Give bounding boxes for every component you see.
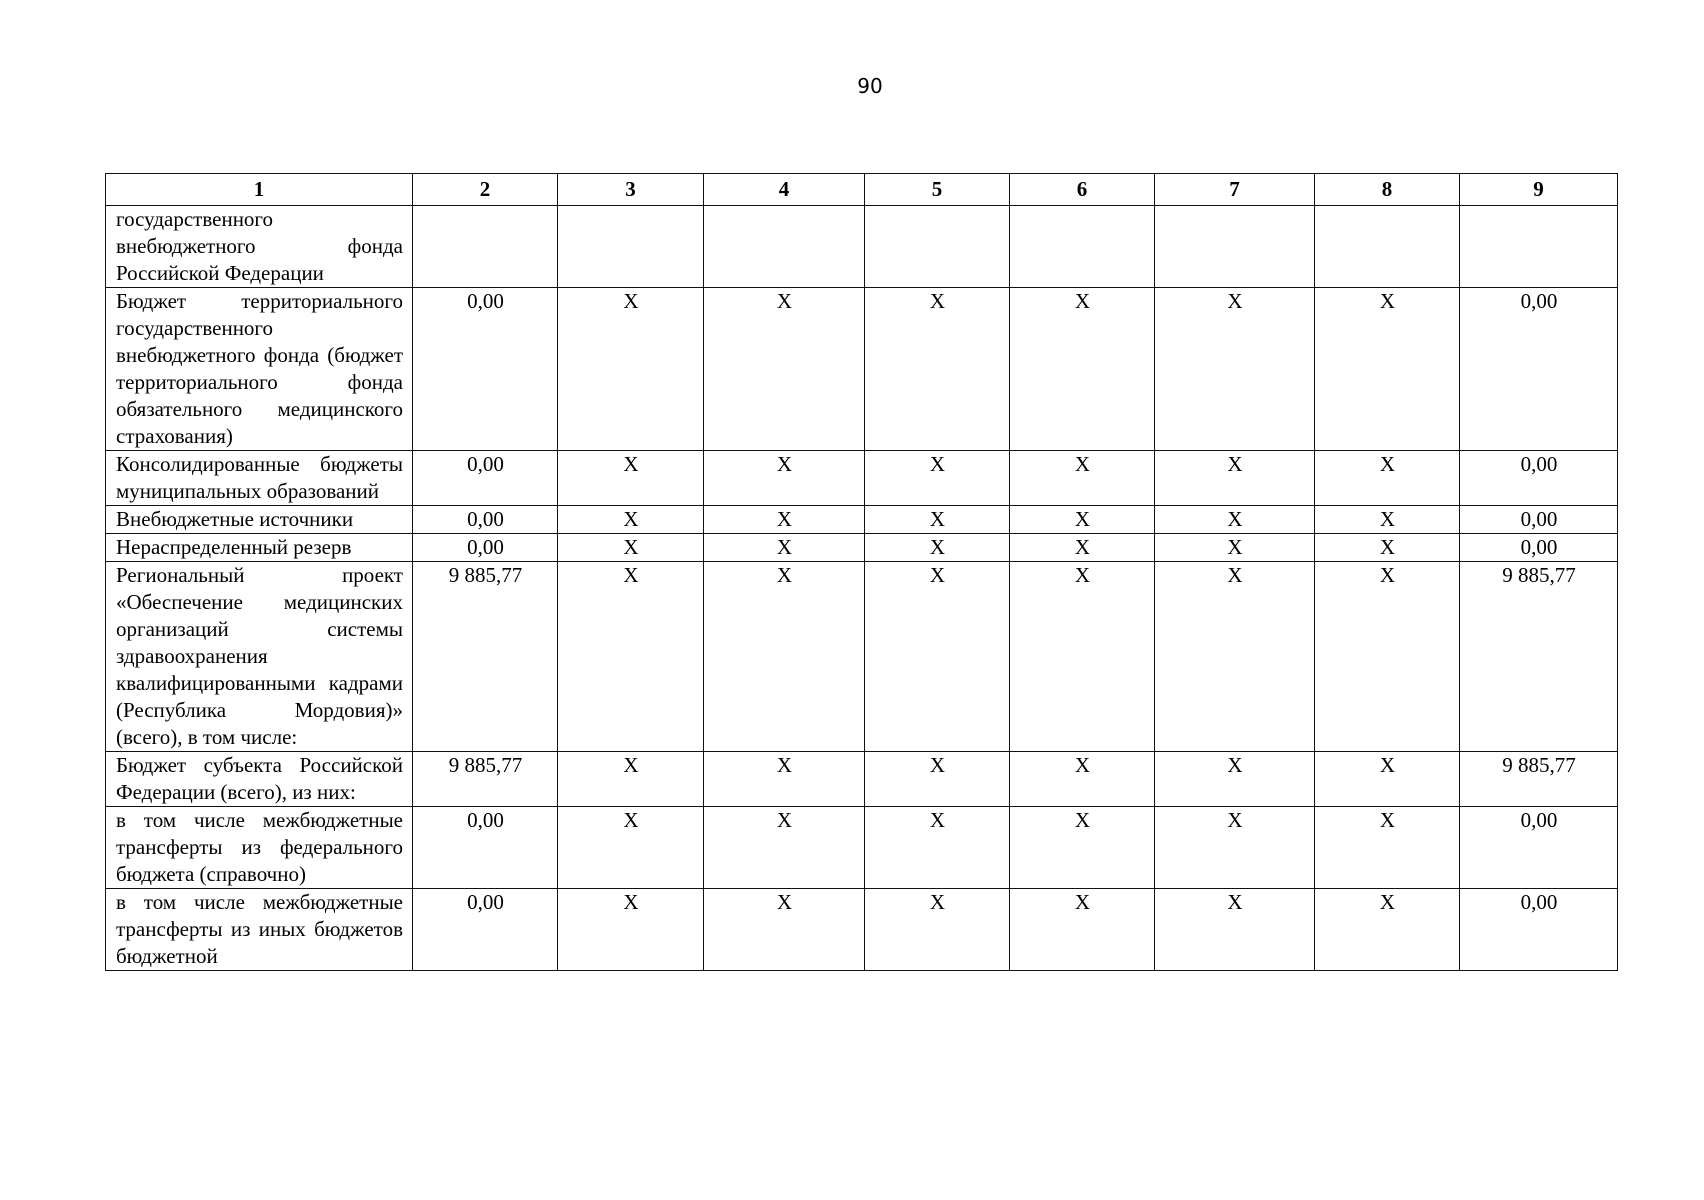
table-cell: X — [865, 752, 1010, 807]
table-cell: X — [1010, 506, 1155, 534]
table-cell: X — [1315, 506, 1460, 534]
table-cell — [1460, 206, 1618, 288]
table-row — [106, 534, 1618, 562]
column-header: 2 — [413, 174, 558, 206]
table-cell: X — [1155, 889, 1315, 971]
table-cell: X — [558, 534, 704, 562]
table-cell — [558, 206, 704, 288]
table-cell: X — [1010, 534, 1155, 562]
row-label: Бюджет территориального государственного внебюджетного фонда (бюджет территориального фонда обязательного медицинского страхования) — [106, 288, 413, 451]
table-cell: 0,00 — [413, 807, 558, 889]
row-label: Бюджет субъекта Российской Федерации (всего), из них: — [106, 752, 413, 807]
table-row — [106, 288, 1618, 451]
table-cell: 0,00 — [413, 288, 558, 451]
table-cell: 0,00 — [413, 534, 558, 562]
table-cell: X — [558, 288, 704, 451]
table-cell: X — [558, 889, 704, 971]
column-header: 8 — [1315, 174, 1460, 206]
table-body — [106, 206, 1618, 971]
table-cell: X — [1010, 752, 1155, 807]
table-cell: 9 885,77 — [1460, 562, 1618, 752]
table-cell: 9 885,77 — [413, 752, 558, 807]
budget-table — [105, 173, 1618, 971]
table-cell: X — [704, 534, 865, 562]
table-cell — [1010, 206, 1155, 288]
table-cell: X — [704, 562, 865, 752]
table-cell: 0,00 — [1460, 889, 1618, 971]
row-label: в том числе межбюджетные трансферты из федерального бюджета (справочно) — [106, 807, 413, 889]
table-cell: 0,00 — [1460, 288, 1618, 451]
table-cell: 0,00 — [1460, 534, 1618, 562]
column-header: 6 — [1010, 174, 1155, 206]
column-header: 3 — [558, 174, 704, 206]
table-row — [106, 506, 1618, 534]
table-cell: 9 885,77 — [413, 562, 558, 752]
table-cell: X — [1010, 451, 1155, 506]
row-label: Внебюджетные источники — [106, 506, 413, 534]
table-cell: 0,00 — [413, 889, 558, 971]
table-cell — [1315, 206, 1460, 288]
row-label: Нераспределенный резерв — [106, 534, 413, 562]
table-cell: X — [1315, 562, 1460, 752]
table-cell: X — [865, 288, 1010, 451]
table-row — [106, 807, 1618, 889]
table-cell: X — [704, 752, 865, 807]
table-cell: X — [558, 451, 704, 506]
column-header: 4 — [704, 174, 865, 206]
table-cell — [413, 206, 558, 288]
table-row — [106, 206, 1618, 288]
header-row — [106, 174, 1618, 206]
table-row — [106, 889, 1618, 971]
table-cell: X — [865, 451, 1010, 506]
table-cell: X — [1010, 562, 1155, 752]
table-cell: X — [1155, 752, 1315, 807]
row-label: государственного внебюджетного фонда Российской Федерации — [106, 206, 413, 288]
table-cell — [1155, 206, 1315, 288]
column-header: 9 — [1460, 174, 1618, 206]
table-cell: X — [1155, 451, 1315, 506]
table-cell: 0,00 — [413, 451, 558, 506]
column-header: 7 — [1155, 174, 1315, 206]
column-header: 1 — [106, 174, 413, 206]
table-cell: X — [865, 534, 1010, 562]
table-cell: X — [558, 807, 704, 889]
table-cell: 0,00 — [1460, 506, 1618, 534]
column-header: 5 — [865, 174, 1010, 206]
table-row — [106, 451, 1618, 506]
table-cell: X — [865, 889, 1010, 971]
table-cell: X — [1010, 288, 1155, 451]
table-cell: X — [1155, 288, 1315, 451]
table-cell: 0,00 — [1460, 451, 1618, 506]
table-cell: X — [704, 288, 865, 451]
table-row — [106, 562, 1618, 752]
table-cell: X — [704, 506, 865, 534]
table-cell: X — [558, 752, 704, 807]
table-cell: X — [865, 807, 1010, 889]
row-label: Консолидированные бюджеты муниципальных образований — [106, 451, 413, 506]
table-cell: X — [1315, 807, 1460, 889]
table-cell: X — [1155, 562, 1315, 752]
table-cell: X — [1315, 752, 1460, 807]
table-cell: X — [1155, 506, 1315, 534]
table-cell: X — [1010, 889, 1155, 971]
table-cell: 0,00 — [413, 506, 558, 534]
page-number: 90 — [857, 74, 883, 98]
row-label: в том числе межбюджетные трансферты из иных бюджетов бюджетной — [106, 889, 413, 971]
table-cell: X — [865, 506, 1010, 534]
row-label: Региональный проект «Обеспечение медицинских организаций системы здравоохранения квалифицированными кадрами (Республика Мордовия)» (всего), в том числе: — [106, 562, 413, 752]
table-cell: X — [1155, 534, 1315, 562]
table-cell: X — [1315, 451, 1460, 506]
table-cell: 0,00 — [1460, 807, 1618, 889]
table-cell: X — [865, 562, 1010, 752]
table-cell: X — [558, 562, 704, 752]
table-cell: X — [1155, 807, 1315, 889]
table-cell — [704, 206, 865, 288]
table-cell: X — [704, 451, 865, 506]
table-cell: X — [1315, 534, 1460, 562]
table-cell: X — [558, 506, 704, 534]
table-cell: X — [1315, 889, 1460, 971]
table-cell: X — [1315, 288, 1460, 451]
table-cell — [865, 206, 1010, 288]
table-cell: X — [704, 807, 865, 889]
table-cell: X — [1010, 807, 1155, 889]
table-cell: X — [704, 889, 865, 971]
table-row — [106, 752, 1618, 807]
table-cell: 9 885,77 — [1460, 752, 1618, 807]
